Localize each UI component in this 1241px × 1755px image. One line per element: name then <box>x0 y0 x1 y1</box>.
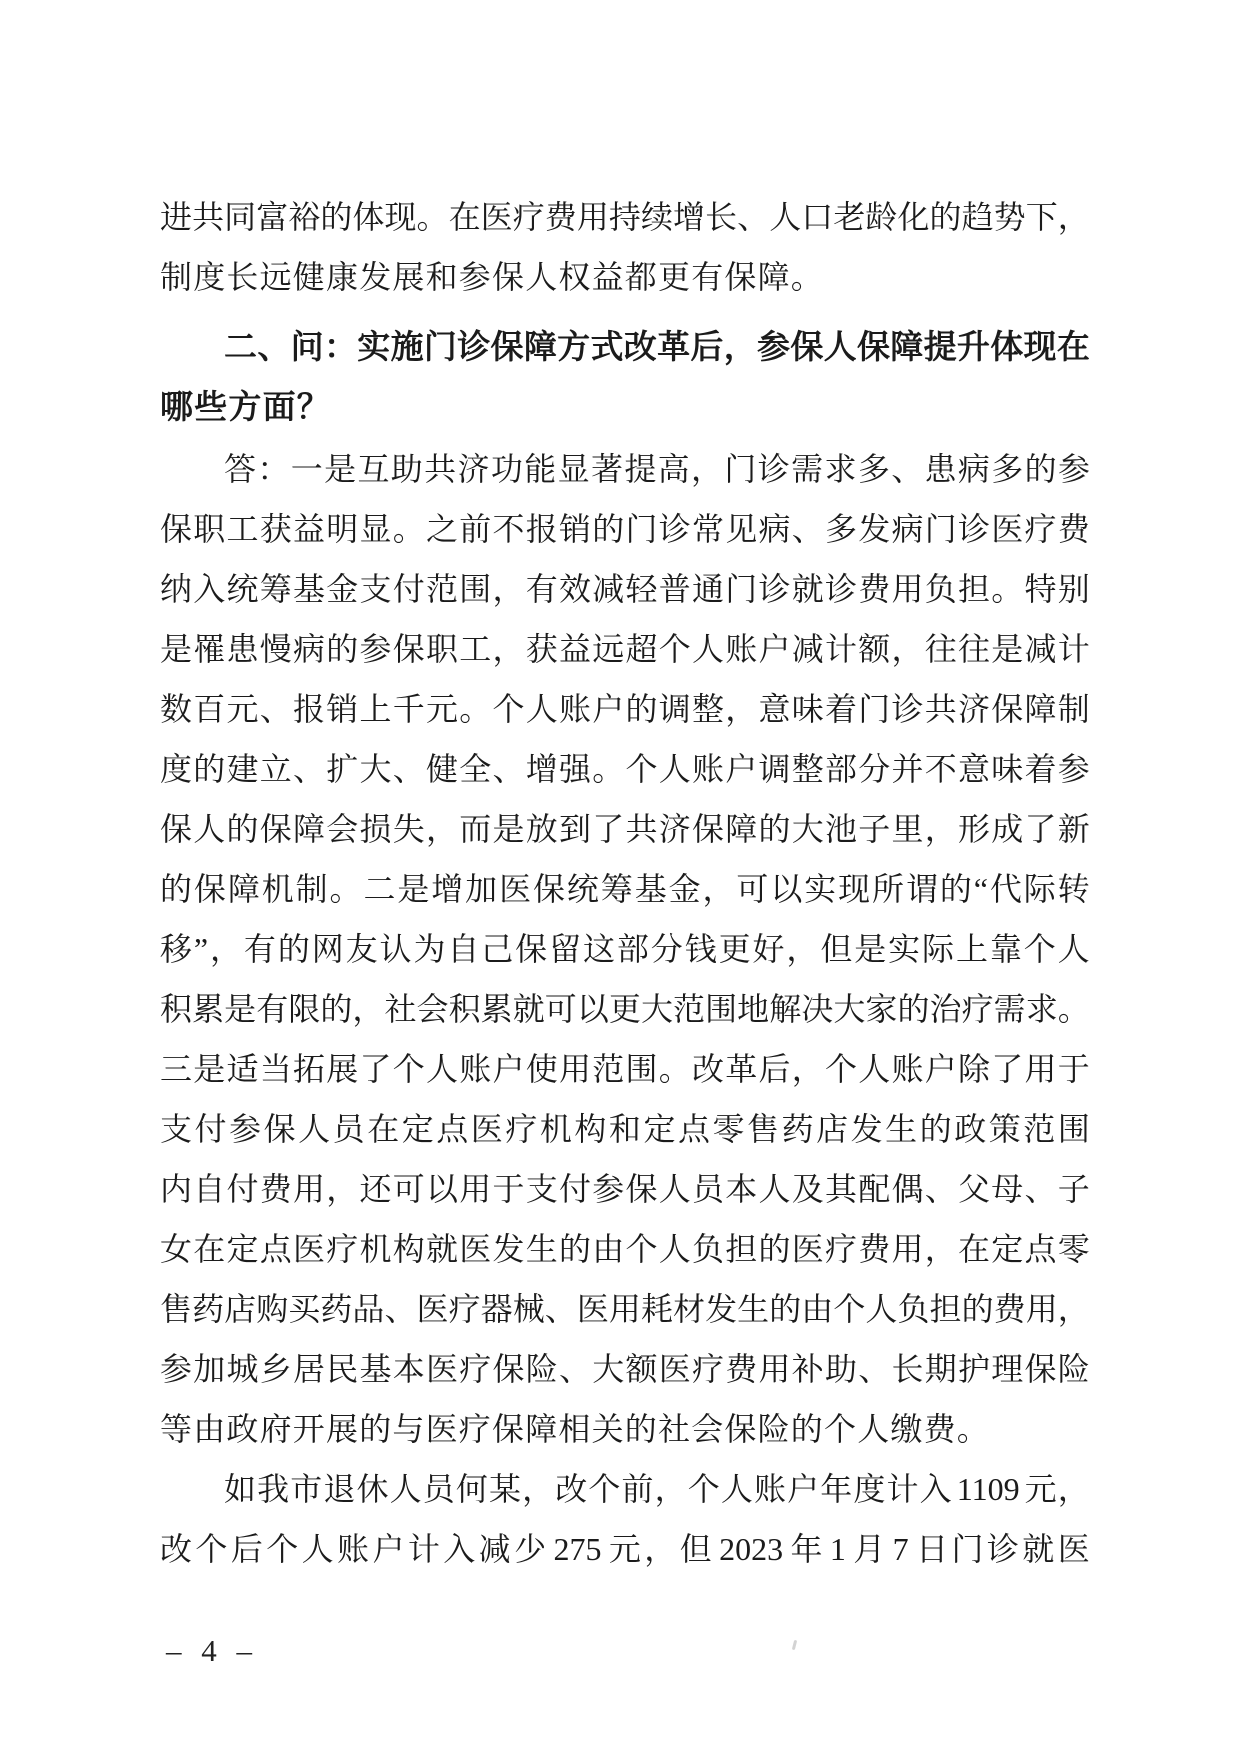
page-number: – 4 – <box>166 1633 258 1668</box>
question-heading-line: 二 、 问 ： 实 施 门 诊 保 障 方 式 改 革 后 ， 参 保 人 保 障 提 升 体 现 在 <box>224 328 1090 365</box>
body-line: 保 职 工 获 益 明 显 。 之 前 不 报 销 的 门 诊 常 见 病 、 多 发 病 门 诊 医 疗 费 <box>160 511 1090 547</box>
body-line: 参 加 城 乡 居 民 基 本 医 疗 保 险 、 大 额 医 疗 费 用 补 助 、 长 期 护 理 保 险 <box>160 1351 1090 1387</box>
body-line: 保 人 的 保 障 会 损 失 ， 而 是 放 到 了 共 济 保 障 的 大 池 子 里 ， 形 成 了 新 <box>160 811 1090 847</box>
question-heading-line: 哪些方面？ <box>160 388 331 425</box>
body-line: 度 的 建 立 、 扩 大 、 健 全 、 增 强 。 个 人 账 户 调 整 部 分 并 不 意 味 着 参 <box>160 751 1090 787</box>
body-line: 的 保 障 机 制 。 二 是 增 加 医 保 统 筹 基 金 ， 可 以 实 现 所 谓 的 “ 代 际 转 <box>160 871 1090 907</box>
body-line: 内 自 付 费 用 ， 还 可 以 用 于 支 付 参 保 人 员 本 人 及 其 配 偶 、 父 母 、 子 <box>160 1171 1090 1207</box>
example-line: 如 我 市 退 休 人 员 何 某 ， 改 个 前 ， 个 人 账 户 年 度 计 入 1109 元 ， <box>224 1471 1090 1507</box>
body-line: 支 付 参 保 人 员 在 定 点 医 疗 机 构 和 定 点 零 售 药 店 发 生 的 政 策 范 围 <box>160 1111 1090 1147</box>
scan-artifact-speck <box>792 1640 797 1650</box>
example-line: 改 个 后 个 人 账 户 计 入 减 少 275 元 ， 但 2023 年 1 月 7 日 门 诊 就 医 <box>160 1531 1090 1567</box>
body-line: 售 药 店 购 买 药 品 、 医 疗 器 械 、 医 用 耗 材 发 生 的 由 个 人 负 担 的 费 用 ， <box>160 1291 1090 1327</box>
body-line: 积 累 是 有 限 的 ， 社 会 积 累 就 可 以 更 大 范 围 地 解 决 大 家 的 治 疗 需 求 。 <box>160 991 1090 1027</box>
body-line: 数 百 元 、 报 销 上 千 元 。 个 人 账 户 的 调 整 ， 意 味 着 门 诊 共 济 保 障 制 <box>160 691 1090 727</box>
answer-line: 答 ： 一 是 互 助 共 济 功 能 显 著 提 高 ， 门 诊 需 求 多 、 患 病 多 的 参 <box>224 451 1090 487</box>
body-line: 等由政府开展的与医疗保障相关的社会保险的个人缴费。 <box>160 1411 991 1447</box>
body-line: 三 是 适 当 拓 展 了 个 人 账 户 使 用 范 围 。 改 革 后 ， 个 人 账 户 除 了 用 于 <box>160 1051 1090 1087</box>
body-line: 进 共 同 富 裕 的 体 现 。 在 医 疗 费 用 持 续 增 长 、 人 口 老 龄 化 的 趋 势 下 ， <box>160 199 1090 235</box>
body-line: 制度长远健康发展和参保人权益都更有保障。 <box>160 259 825 295</box>
body-line: 是 罹 患 慢 病 的 参 保 职 工 ， 获 益 远 超 个 人 账 户 减 计 额 ， 往 往 是 减 计 <box>160 631 1090 667</box>
document-text-block <box>160 187 1090 1579</box>
body-line: 移 ” ， 有 的 网 友 认 为 自 己 保 留 这 部 分 钱 更 好 ， 但 是 实 际 上 靠 个 人 <box>160 931 1090 967</box>
body-line: 纳 入 统 筹 基 金 支 付 范 围 ， 有 效 减 轻 普 通 门 诊 就 诊 费 用 负 担 。 特 别 <box>160 571 1090 607</box>
body-line: 女 在 定 点 医 疗 机 构 就 医 发 生 的 由 个 人 负 担 的 医 疗 费 用 ， 在 定 点 零 <box>160 1231 1090 1267</box>
page-footer <box>166 1633 258 1669</box>
